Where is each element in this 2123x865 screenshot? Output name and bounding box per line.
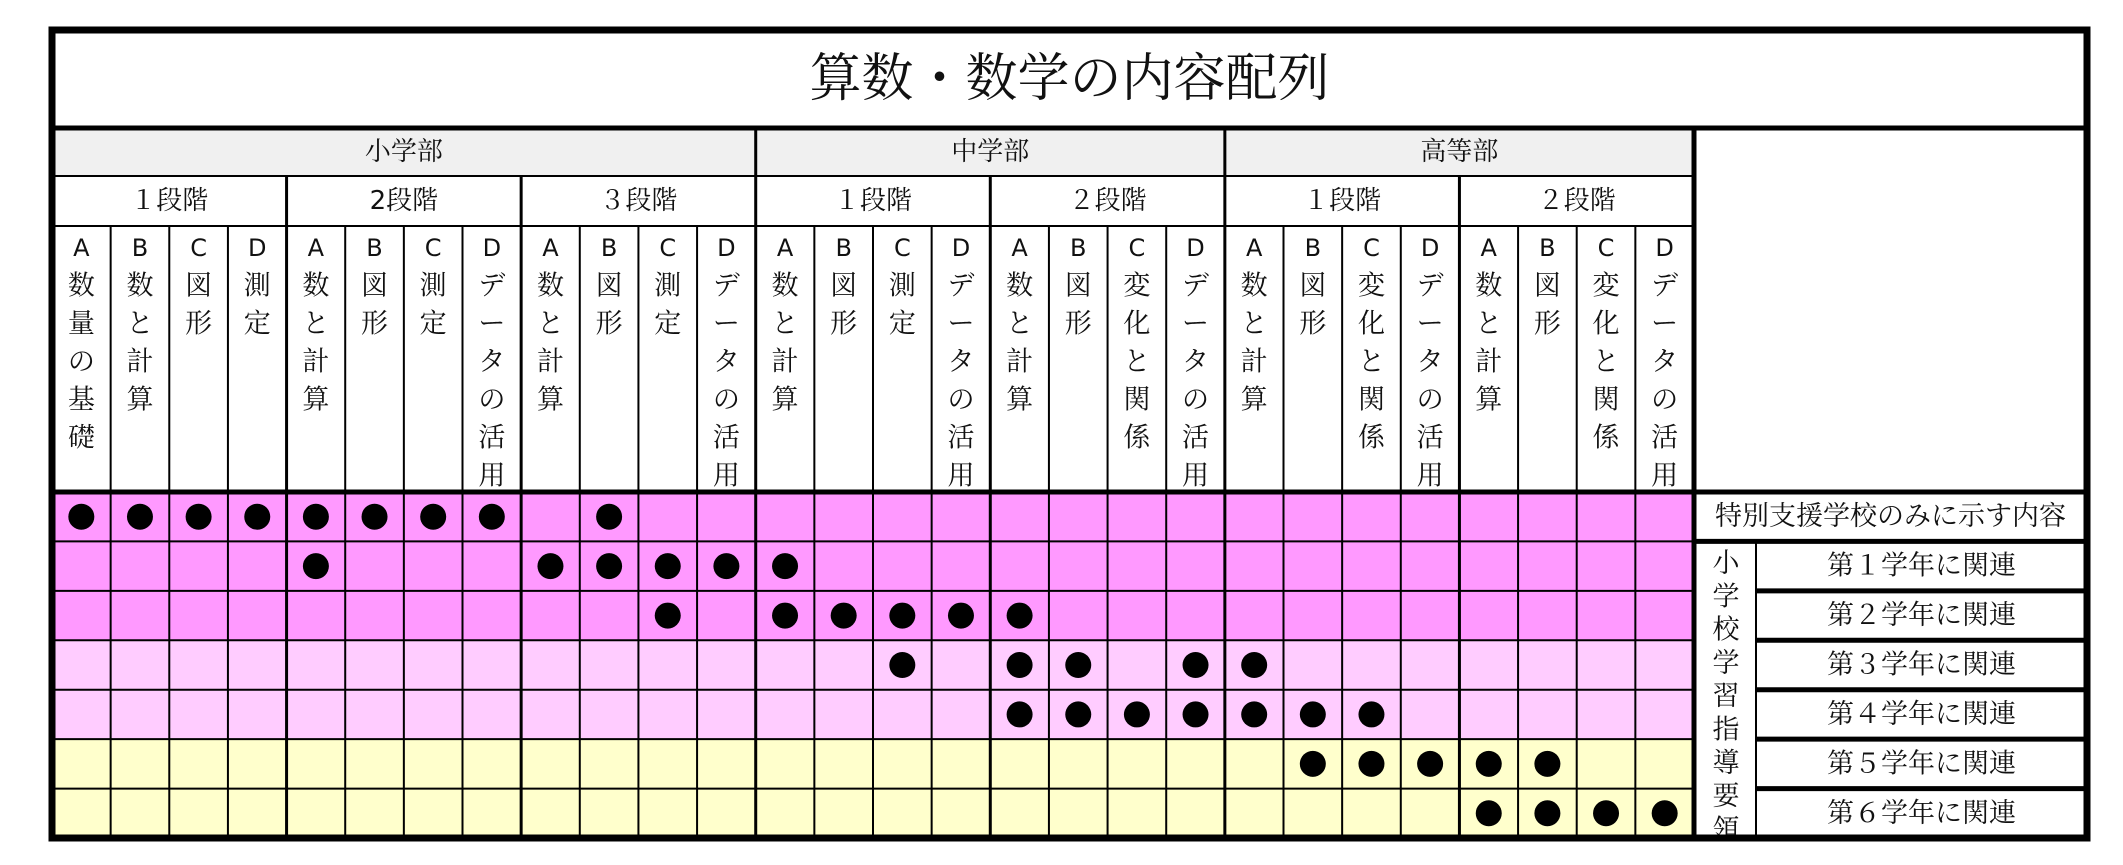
column-char: ー [1182,308,1210,340]
department-label: 高等部 [1420,137,1499,167]
column-char: 活 [947,422,975,454]
page-title: 算数・数学の内容配列 [809,49,1330,109]
column-header [1534,234,1561,340]
mark-dot [1476,751,1502,777]
column-char: 用 [478,460,506,492]
column-char: 図 [1533,270,1561,302]
column-char: 測 [243,270,271,302]
column-header [713,234,740,492]
grade-label: 第５学年に関連 [1827,748,2016,780]
guidelines-vertical-label [1713,548,1741,846]
column-char: と [302,308,330,340]
column-letter: D [1655,234,1674,262]
column-char: 数 [771,270,799,302]
column-char: 計 [126,346,154,378]
vertical-char: 導 [1712,747,1740,779]
column-char: 形 [595,308,623,340]
column-char: 用 [1651,460,1679,492]
mark-dot [1534,800,1560,826]
column-char: 定 [654,308,682,340]
vertical-char: 習 [1712,681,1740,713]
column-letter: B [600,234,618,262]
column-char: の [1182,384,1210,416]
column-char: 数 [302,270,330,302]
column-letter: A [73,234,90,262]
column-header [1241,234,1268,416]
vertical-char: 校 [1712,614,1740,646]
column-char: 図 [830,270,858,302]
column-letter: A [307,234,325,262]
column-char: 係 [1357,422,1385,454]
column-char: 活 [1182,422,1210,454]
column-letter: D [248,234,267,262]
column-header [596,234,623,340]
column-char: と [1475,308,1503,340]
column-char: ー [1416,308,1444,340]
mark-dot [596,504,622,530]
column-header [947,234,974,492]
column-char: 形 [1299,308,1327,340]
mark-dot [596,553,622,579]
stage-label: １段階 [833,186,913,216]
column-letter: D [1420,234,1440,262]
column-char: 計 [1240,346,1268,378]
mark-dot [1534,751,1560,777]
column-letter: D [1186,234,1205,262]
column-header [654,234,681,340]
grade-label: 第２学年に関連 [1827,600,2016,632]
column-char: 計 [536,346,564,378]
column-char: 活 [1416,422,1444,454]
grade-label: 第１学年に関連 [1827,550,2016,582]
mark-dot [1241,652,1267,678]
column-char: と [1592,346,1620,378]
column-char: タ [1651,346,1679,378]
mark-dot [1007,603,1033,629]
column-letter: B [1070,234,1087,262]
grade-label: 第４学年に関連 [1827,698,2016,730]
column-char: 関 [1123,384,1151,416]
column-letter: C [893,234,911,262]
column-char: 数 [1475,270,1503,302]
column-char: 化 [1592,308,1620,340]
mark-dot [1652,800,1678,826]
column-char: 測 [419,270,447,302]
column-char: と [1240,308,1268,340]
column-letter: D [482,234,502,262]
column-header [1299,234,1326,340]
column-char: と [1357,346,1385,378]
column-char: デ [1651,270,1679,302]
column-char: 化 [1357,308,1385,340]
column-letter: A [1480,234,1497,262]
column-char: と [771,308,799,340]
column-letter: C [190,234,207,262]
column-char: 数 [126,270,154,302]
column-header [1065,234,1092,340]
column-char: 図 [595,270,623,302]
column-char: と [1006,308,1034,340]
column-header [537,234,564,416]
vertical-char: 要 [1712,781,1740,813]
vertical-char: 領 [1712,814,1740,846]
column-char: 計 [302,346,330,378]
column-letter: B [366,234,383,262]
mark-dot [1183,652,1209,678]
mark-dot [1183,701,1209,727]
column-letter: B [131,234,149,262]
column-char: の [478,384,506,416]
mark-dot [1065,652,1091,678]
mark-dot [479,504,505,530]
column-char: 算 [536,384,564,416]
grade-label: 第３学年に関連 [1827,649,2016,681]
stage-label: ２段階 [1068,186,1147,216]
column-char: 化 [1123,308,1151,340]
column-char: 活 [478,422,506,454]
column-char: 変 [1123,270,1151,302]
mark-dot [1300,751,1326,777]
column-char: 活 [712,422,740,454]
column-letter: C [1597,234,1615,262]
column-char: タ [478,346,506,378]
mark-dot [1007,701,1033,727]
mark-dot [127,504,153,530]
column-char: 算 [302,384,330,416]
column-char: 用 [947,460,975,492]
column-char: デ [478,270,506,302]
vertical-char: 学 [1712,647,1740,679]
mark-dot [1593,800,1619,826]
column-letter: C [1128,234,1146,262]
column-char: 計 [1006,346,1034,378]
mark-dot [1476,800,1502,826]
mark-dot [1007,652,1033,678]
column-header [1182,234,1209,492]
column-char: 図 [361,270,389,302]
column-char: 形 [830,308,858,340]
column-char: デ [1182,270,1210,302]
column-char: 係 [1123,422,1151,454]
column-char: 図 [1064,270,1092,302]
column-letter: B [1539,234,1556,262]
column-letter: A [776,234,794,262]
column-letter: D [717,234,736,262]
mark-dot [1358,701,1384,727]
column-char: と [126,308,154,340]
mark-dot [362,504,388,530]
column-char: 測 [654,270,682,302]
vertical-char: 小 [1712,547,1740,579]
column-char: デ [712,270,740,302]
column-char: 活 [1651,422,1679,454]
column-char: 測 [888,270,916,302]
column-letter: C [659,234,677,262]
column-char: 定 [419,308,447,340]
mark-dot [244,504,270,530]
column-char: 関 [1357,384,1385,416]
column-header [478,234,505,492]
column-header [420,234,447,340]
column-char: 算 [1240,384,1268,416]
column-char: 算 [771,384,799,416]
column-char: ー [1651,308,1679,340]
column-letter: C [424,234,442,262]
vertical-char: 指 [1712,714,1740,746]
department-label: 中学部 [951,137,1030,167]
column-header [1593,234,1621,454]
column-char: 計 [771,346,799,378]
mark-dot [420,504,446,530]
grade-label: 第６学年に関連 [1827,797,2016,829]
column-char: 計 [1475,346,1503,378]
column-letter: D [951,234,971,262]
column-char: 形 [1533,308,1561,340]
column-char: ー [478,308,506,340]
column-char: の [947,384,975,416]
column-char: 定 [888,308,916,340]
column-header [126,234,153,416]
column-char: 用 [1416,460,1444,492]
stage-label: 2段階 [369,186,439,216]
vertical-char: 学 [1712,581,1740,613]
column-header [830,234,857,340]
column-letter: B [835,234,852,262]
stage-label: １段階 [130,186,209,216]
mark-dot [1358,751,1384,777]
column-char: 量 [67,308,95,340]
column-header [889,234,916,340]
column-letter: A [1011,234,1028,262]
column-char: 変 [1592,270,1620,302]
column-header [1417,234,1444,492]
column-char: 用 [712,460,740,492]
column-char: 礎 [67,422,95,454]
column-letter: C [1363,234,1380,262]
department-label: 小学部 [364,137,443,167]
column-char: の [712,384,740,416]
column-char: 関 [1592,384,1620,416]
column-char: の [1651,384,1679,416]
mark-dot [1300,701,1326,727]
column-char: の [67,346,95,378]
column-char: デ [1416,270,1444,302]
column-char: タ [1416,346,1444,378]
stage-label: ３段階 [599,186,678,216]
mark-dot [186,504,212,530]
mark-dot [713,553,739,579]
column-char: デ [947,270,975,302]
column-char: タ [712,346,740,378]
column-char: の [1416,384,1444,416]
mark-dot [1124,701,1150,727]
column-letter: A [542,234,559,262]
mark-dot [772,603,798,629]
column-char: と [536,308,564,340]
column-char: 図 [1299,270,1327,302]
column-char: 用 [1182,460,1210,492]
column-letter: B [1304,234,1322,262]
column-header [1123,234,1151,454]
column-header [68,234,96,454]
column-char: 変 [1357,270,1385,302]
column-char: 数 [1240,270,1268,302]
stage-label: ２段階 [1537,186,1616,216]
mark-dot [655,553,681,579]
column-char: 基 [67,384,95,416]
mark-dot [655,603,681,629]
mark-dot [303,504,329,530]
column-char: 算 [1475,384,1503,416]
column-char: 形 [361,308,389,340]
column-char: タ [1182,346,1210,378]
column-letter: A [1245,234,1263,262]
stage-label: １段階 [1303,186,1382,216]
column-char: 係 [1592,422,1620,454]
column-char: 数 [1006,270,1034,302]
column-char: 算 [126,384,154,416]
mark-dot [1241,701,1267,727]
mark-dot [889,603,915,629]
column-header [185,234,212,340]
column-char: 数 [536,270,564,302]
mark-dot [831,603,857,629]
column-char: 算 [1006,384,1034,416]
mark-dot [1065,701,1091,727]
column-header [1006,234,1033,416]
mark-dot [889,652,915,678]
column-char: ー [947,308,975,340]
column-header [302,234,329,416]
column-char: 図 [185,270,213,302]
column-header [772,234,799,416]
mark-dot [772,553,798,579]
column-char: ー [712,308,740,340]
column-header [1358,234,1386,454]
special-content-label: 特別支援学校のみに示す内容 [1715,501,2066,533]
mark-dot [1417,751,1443,777]
column-char: 形 [1064,308,1092,340]
mark-dot [948,603,974,629]
column-header [1651,234,1678,492]
column-header [361,234,388,340]
column-char: と [1123,346,1151,378]
mark-dot [537,553,563,579]
mark-dot [68,504,94,530]
column-char: 定 [243,308,271,340]
column-char: 数 [67,270,95,302]
column-header [244,234,271,340]
column-char: タ [947,346,975,378]
mark-dot [303,553,329,579]
column-char: 形 [185,308,213,340]
column-header [1475,234,1502,416]
